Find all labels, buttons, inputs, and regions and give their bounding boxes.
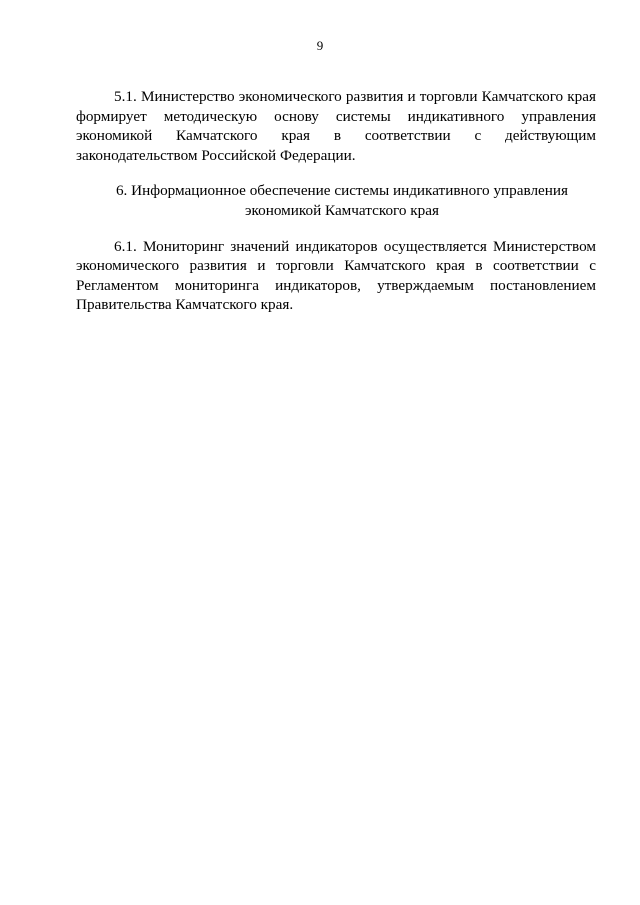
page-number: 9 [316,38,324,53]
paragraph-6-1: 6.1. Мониторинг значений индикаторов осуществляется Министерством экономического развития и торговли Камчатского края в соответствии с Регламентом мониторинга индикаторов, утверждаемым постановлением Правительства Камчатского края. [76,237,596,314]
document-body [76,87,596,315]
section-6-heading [76,181,596,220]
section-6-heading-line-2: экономикой Камчатского края [245,201,439,219]
spacer [76,165,596,181]
paragraph-5-1: 5.1. Министерство экономического развития и торговли Камчатского края формирует методическую основу системы индикативного управления экономикой Камчатского края в соответствии с действующим законодательством Российской Федерации. [76,88,596,164]
section-6-heading-line-1: 6. Информационное обеспечение системы индикативного управления [115,182,569,200]
spacer [76,221,596,237]
